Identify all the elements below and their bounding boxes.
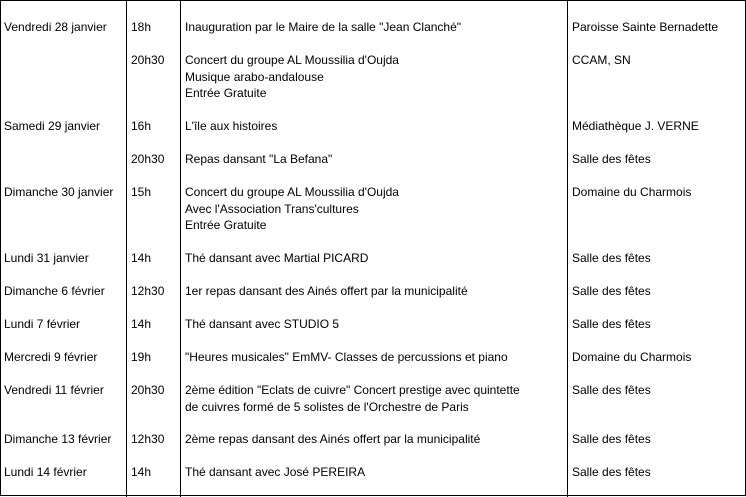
event-line: Inauguration par le Maire de la salle "Jean Clanché"	[185, 20, 462, 34]
event-line: Concert du groupe AL Moussilia d'Oujda	[185, 53, 399, 67]
column-divider	[180, 1, 181, 497]
place-cell: Salle des fêtes	[572, 317, 651, 331]
time-cell: 19h	[131, 350, 152, 364]
event-cell	[185, 283, 468, 300]
event-line: L'île aux histoires	[185, 119, 278, 133]
event-line: Musique arabo-andalouse	[185, 69, 324, 84]
event-cell	[185, 464, 365, 481]
place-cell: Salle des fêtes	[572, 465, 651, 479]
event-cell	[185, 19, 461, 36]
event-line: 2ème repas dansant des Ainés offert par la municipalité	[185, 432, 481, 446]
event-cell	[185, 151, 332, 168]
event-line: Thé dansant avec STUDIO 5	[185, 317, 340, 331]
event-line: "Heures musicales" EmMV- Classes de percussions et piano	[185, 350, 508, 364]
place-cell: Salle des fêtes	[572, 432, 651, 446]
day-cell: Lundi 7 février	[4, 317, 81, 331]
time-cell: 14h	[131, 465, 152, 479]
event-line: Entrée Gratuite	[185, 218, 267, 232]
event-cell	[185, 118, 277, 135]
event-line: de cuivres formé de 5 solistes de l'Orchestre de Paris	[185, 399, 469, 414]
event-line: Entrée Gratuite	[185, 86, 267, 100]
time-cell: 20h30	[131, 383, 165, 397]
place-cell: CCAM, SN	[572, 53, 631, 67]
place-cell: Domaine du Charmois	[572, 185, 692, 199]
day-cell: Dimanche 30 janvier	[4, 185, 114, 199]
time-cell: 20h30	[131, 53, 165, 67]
place-cell: Salle des fêtes	[572, 383, 651, 397]
event-line: Thé dansant avec José PEREIRA	[185, 465, 366, 479]
day-cell: Samedi 29 janvier	[4, 119, 101, 133]
place-cell: Médiathèque J. VERNE	[572, 119, 699, 133]
event-cell	[185, 349, 508, 366]
place-cell: Salle des fêtes	[572, 284, 651, 298]
event-line: 2ème édition "Eclats de cuivre" Concert prestige avec quintette	[185, 383, 520, 397]
place-cell: Salle des fêtes	[572, 251, 651, 265]
event-cell	[185, 184, 399, 234]
time-cell: 14h	[131, 251, 152, 265]
event-cell	[185, 382, 520, 415]
day-cell: Lundi 14 février	[4, 465, 87, 479]
event-line: Thé dansant avec Martial PICARD	[185, 251, 369, 265]
time-cell: 16h	[131, 119, 152, 133]
time-cell: 14h	[131, 317, 152, 331]
time-cell: 12h30	[131, 284, 165, 298]
day-cell: Mercredi 9 février	[4, 350, 98, 364]
column-divider	[126, 1, 127, 497]
event-line: Avec l'Association Trans'cultures	[185, 201, 359, 216]
event-cell	[185, 431, 480, 448]
time-cell: 12h30	[131, 432, 165, 446]
column-divider	[567, 1, 568, 497]
time-cell: 18h	[131, 20, 152, 34]
event-line: Repas dansant "La Befana"	[185, 152, 333, 166]
day-cell: Lundi 31 janvier	[4, 251, 89, 265]
event-cell	[185, 250, 368, 267]
time-cell: 20h30	[131, 152, 165, 166]
day-cell: Dimanche 13 février	[4, 432, 112, 446]
day-cell: Vendredi 11 février	[4, 383, 104, 397]
event-cell	[185, 316, 339, 333]
event-line: 1er repas dansant des Ainés offert par la municipalité	[185, 284, 468, 298]
event-cell	[185, 52, 399, 102]
event-line: Concert du groupe AL Moussilia d'Oujda	[185, 185, 399, 199]
day-cell: Vendredi 28 janvier	[4, 20, 107, 34]
day-cell: Dimanche 6 février	[4, 284, 105, 298]
place-cell: Domaine du Charmois	[572, 350, 692, 364]
place-cell: Salle des fêtes	[572, 152, 651, 166]
place-cell: Paroisse Sainte Bernadette	[572, 20, 719, 34]
time-cell: 15h	[131, 185, 152, 199]
